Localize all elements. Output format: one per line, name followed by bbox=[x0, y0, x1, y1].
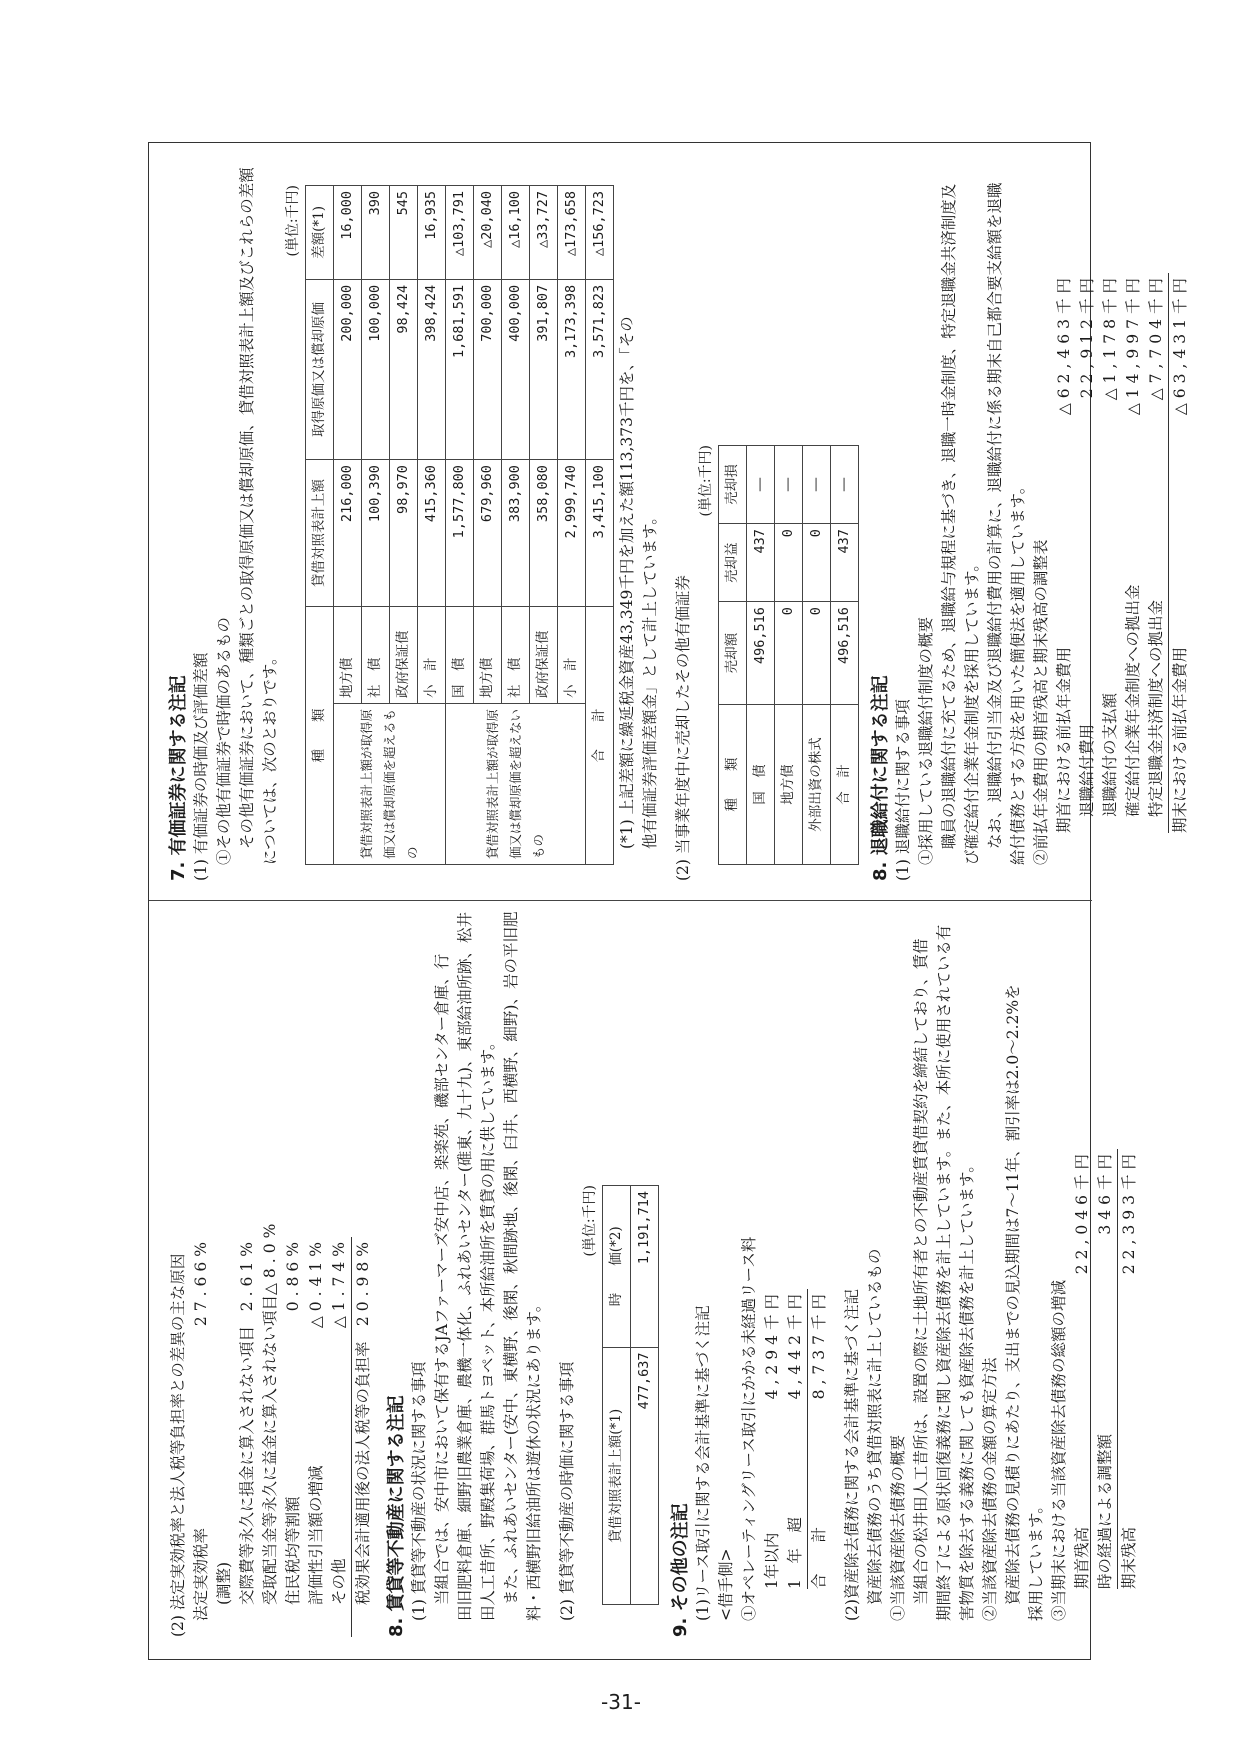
retire-heading: 8. 退職給付に関する注記 bbox=[870, 675, 891, 881]
sold-block bbox=[695, 445, 859, 865]
aro-sub2: (2)資産除去債務に関する会計基準に基づく注記 bbox=[843, 1289, 861, 1621]
table-cell: 496,516 bbox=[747, 602, 775, 705]
lease-row: 1年以内 4,294千円 bbox=[763, 1289, 781, 1589]
table-cell: 390 bbox=[362, 186, 390, 280]
retire-sub1: (1) 退職給付に関する事項 bbox=[894, 699, 912, 881]
rental-para-line: 田人工昔所、野殿集荷場、群馬トヨペット、本所給油所を賃貸の用に供しています。 bbox=[479, 1034, 497, 1621]
retire-table bbox=[1053, 273, 1192, 833]
aro-overview: ①当該資産除去債務の概要 bbox=[889, 1434, 907, 1621]
table-cell: 2,999,740 bbox=[558, 460, 586, 607]
table-cell: △16,100 bbox=[502, 186, 530, 280]
table-cell: 358,080 bbox=[530, 460, 558, 607]
securities-heading: 7. 有価証券に関する注記 bbox=[168, 675, 189, 881]
table-cell: 391,807 bbox=[530, 279, 558, 459]
other-heading: 9. その他の注記 bbox=[670, 1503, 691, 1637]
aro-change: ③当期末における当該資産除去債務の総額の増減 bbox=[1050, 1279, 1068, 1621]
unit-label: (単位:千円) bbox=[285, 185, 301, 257]
securities-note: 他有価証券評価差額金」として計上しています。 bbox=[641, 509, 659, 849]
table-cell: 700,000 bbox=[474, 279, 502, 459]
retire-item1: ①採用している退職給付制度の概要 bbox=[917, 616, 935, 865]
securities-sub2: (2) 当事業年度中に売却したその他有価証券 bbox=[674, 575, 692, 881]
aro-calc-line: 資産除去債務の見積りにあたり、支出までの見込期間は7～11年、割引率は2.0～2.2%を bbox=[1004, 984, 1022, 1605]
rental-sub1: (1) 賃貸等不動産の状況に関する事項 bbox=[410, 1361, 428, 1621]
table-cell: △33,727 bbox=[530, 186, 558, 280]
table-cell: ― bbox=[831, 446, 859, 524]
table-cell: 679,960 bbox=[474, 460, 502, 607]
table-cell: 3,173,398 bbox=[558, 279, 586, 459]
rental-para-line: 田旧肥料倉庫、細野旧農業倉庫、農機一体化、ふれあいセンター(碓東、九十九)、東部給油所跡、松井 bbox=[456, 912, 474, 1621]
table-cell: 0 bbox=[775, 524, 803, 602]
securities-sub1a: ①その他有価証券で時価のあるもの bbox=[215, 616, 233, 865]
table-cell: 0 bbox=[803, 524, 831, 602]
lessee-label: <借手側> bbox=[717, 1548, 735, 1621]
table-cell: 1,191,714 bbox=[631, 1186, 659, 1348]
tax-row: 評価性引当額の増減 △0.41% bbox=[307, 1237, 325, 1605]
tax-row: その他 △1.74% bbox=[330, 1237, 348, 1605]
rental-heading: 8. 賃貸等不動産に関する注記 bbox=[386, 1395, 407, 1637]
tax-row: 受取配当金等永久に益金に算入されない項目 △8.0% bbox=[261, 1218, 279, 1605]
retire-row: 確定給付企業年金制度への拠出金 △14,997千円 bbox=[1124, 273, 1142, 817]
retire-row: 期首における前払年金費用 △62,463千円 bbox=[1055, 273, 1073, 833]
tax-row: 交際費等永久に損金に算入されない項目 2.61% bbox=[238, 1237, 256, 1605]
lease-row: 1 年 超 4,442千円 bbox=[786, 1289, 804, 1589]
left-column bbox=[167, 911, 1141, 1637]
sold-table bbox=[718, 445, 859, 865]
page-number: -31- bbox=[601, 1690, 641, 1714]
lease-title: ①オペレーティングリース取引にかかる未経過リース料 bbox=[740, 1236, 758, 1621]
table-cell: 437 bbox=[831, 524, 859, 602]
table-cell: 496,516 bbox=[831, 602, 859, 705]
aro-calc: ②当該資産除去債務の金額の算定方法 bbox=[981, 1357, 999, 1621]
table-cell: 415,360 bbox=[418, 460, 446, 607]
table-cell: 98,424 bbox=[390, 279, 418, 459]
table-cell: 国 債 bbox=[446, 607, 474, 704]
retire-total-row: 期末における前払年金費用 △63,431千円 bbox=[1168, 273, 1192, 833]
table-header: 売却額 bbox=[719, 602, 747, 705]
aro-para-line: 当組合の松井田人工昔所は、設置の際に土地所有者との不動産賃貸借契約を締結しており、賃借 bbox=[912, 938, 930, 1605]
table-header: 取得原価又は償却原価 bbox=[306, 279, 334, 459]
retire-row: 退職給付の支払額 △1,178千円 bbox=[1101, 273, 1119, 817]
table-cell: 地方債 bbox=[334, 607, 362, 704]
table-cell: 政府保証債 bbox=[390, 607, 418, 704]
table-header: 売却損 bbox=[719, 446, 747, 524]
tax-total-row: 税効果会計適用後の法人税等の負担率 20.98% bbox=[351, 1237, 375, 1637]
table-cell: 100,390 bbox=[362, 460, 390, 607]
table-cell: 216,000 bbox=[334, 460, 362, 607]
retire-para-line: 給付債務とする方法を用いた簡便法を適用しています。 bbox=[1009, 478, 1027, 865]
retire-para-line: 職員の退職給付に充てるため、退職給与規程に基づき、退職一時金制度、特定退職金共済制度及 bbox=[940, 183, 958, 849]
tax-header: (2) 法定実効税率と法人税等負担率との差異の主な原因 bbox=[169, 1253, 187, 1637]
securities-note: (*1) 上記差額に繰延税金資産43,349千円を加えた額113,373千円を、「その bbox=[618, 316, 636, 849]
table-header: 差額(*1) bbox=[306, 186, 334, 280]
page-frame bbox=[148, 142, 1189, 1660]
table-cell: 小 計 bbox=[558, 607, 586, 704]
aro-para-line: 害物質を除去する義務に関しても資産除去債務を計上しています。 bbox=[958, 1157, 976, 1621]
retire-row: 特定退職金共済制度への拠出金 △7,704千円 bbox=[1147, 273, 1165, 817]
right-column bbox=[167, 161, 1192, 881]
tax-row: (調整) bbox=[215, 1561, 233, 1605]
table-cell: 200,000 bbox=[334, 279, 362, 459]
rental-value-table bbox=[602, 1185, 659, 1605]
table-cell: 国 債 bbox=[747, 705, 775, 865]
rental-sub2: (2) 賃貸等不動産の時価に関する事項 bbox=[558, 1361, 576, 1621]
lease-table bbox=[761, 1289, 831, 1589]
securities-sub1: (1) 有価証券の時価及び評価差額 bbox=[192, 652, 210, 881]
table-cell: 3,415,100 bbox=[586, 460, 614, 607]
table-cell: 社 債 bbox=[502, 607, 530, 704]
table-header: 種 類 bbox=[719, 705, 747, 865]
rental-para-line: また、ふれあいセンター(安中、東横野、後閑、秋間跡地、後閑、臼井、西横野、細野)、岩の平旧肥 bbox=[502, 911, 520, 1605]
aro-row: 時の経過による調整額 346千円 bbox=[1096, 1149, 1114, 1589]
table-cell: 100,000 bbox=[362, 279, 390, 459]
table-cell: 545 bbox=[390, 186, 418, 280]
rental-value-block bbox=[579, 1185, 659, 1605]
table-cell: 合 計 bbox=[831, 705, 859, 865]
table-header: 貸借対照表計上額 bbox=[306, 460, 334, 607]
other-sub1: (1)リース取引に関する会計基準に基づく注記 bbox=[694, 1305, 712, 1621]
table-header: 売却益 bbox=[719, 524, 747, 602]
table-cell: 400,000 bbox=[502, 279, 530, 459]
table-cell: △103,791 bbox=[446, 186, 474, 280]
table-cell: 437 bbox=[747, 524, 775, 602]
group-label: 貸借対照表計上額が取得原価又は償却原価を超えるもの bbox=[334, 704, 446, 865]
table-cell: 1,577,800 bbox=[446, 460, 474, 607]
table-cell: 477,637 bbox=[631, 1347, 659, 1604]
lease-total-row: 合 計 8,737千円 bbox=[807, 1289, 831, 1589]
securities-table bbox=[305, 185, 614, 865]
retire-row: 退職給付費用 22,912千円 bbox=[1078, 273, 1096, 817]
aro-total-row: 期末残高 22,393千円 bbox=[1117, 1149, 1141, 1589]
tax-table bbox=[190, 1218, 375, 1637]
aro-calc-line: 採用しています。 bbox=[1027, 1498, 1045, 1621]
table-cell: 地方債 bbox=[474, 607, 502, 704]
table-cell: ― bbox=[803, 446, 831, 524]
table-cell: 0 bbox=[803, 602, 831, 705]
table-cell: ― bbox=[775, 446, 803, 524]
table-cell: 3,571,823 bbox=[586, 279, 614, 459]
table-cell: 1,681,591 bbox=[446, 279, 474, 459]
table-cell: 政府保証債 bbox=[530, 607, 558, 704]
securities-block bbox=[282, 185, 614, 865]
table-cell: 398,424 bbox=[418, 279, 446, 459]
rental-para-line: 当組合では、安中市において保有するJAファーマーズ安中店、楽楽苑、磯部センター倉庫、行 bbox=[433, 953, 451, 1605]
table-cell: 0 bbox=[775, 602, 803, 705]
table-header: 種 類 bbox=[306, 607, 334, 865]
table-cell: 地方債 bbox=[775, 705, 803, 865]
aro-change-table bbox=[1071, 1149, 1141, 1589]
retire-para-line: なお、退職給付引当金及び退職給付費用の計算に、退職給付に係る期末自己都合要支給額を退職 bbox=[986, 182, 1004, 849]
table-cell: 16,935 bbox=[418, 186, 446, 280]
tax-row: 住民税均等割額 0.86% bbox=[284, 1237, 302, 1605]
table-cell: △173,658 bbox=[558, 186, 586, 280]
rental-para-line: 料・西横野旧給油所は遊休の状況にあります。 bbox=[525, 1296, 543, 1621]
table-cell: 98,970 bbox=[390, 460, 418, 607]
unit-label: (単位:千円) bbox=[698, 445, 714, 517]
table-header: 時 価(*2) bbox=[603, 1186, 631, 1348]
unit-label: (単位:千円) bbox=[582, 1185, 598, 1257]
tax-row: 法定実効税率 27.66% bbox=[192, 1237, 210, 1621]
table-cell: △20,040 bbox=[474, 186, 502, 280]
column-divider bbox=[149, 900, 1092, 901]
securities-intro: については、次のとおりです。 bbox=[261, 649, 279, 865]
retire-para-line: び確定給付企業年金制度を採用しています。 bbox=[963, 556, 981, 865]
table-cell: 383,900 bbox=[502, 460, 530, 607]
table-cell: △156,723 bbox=[586, 186, 614, 280]
table-cell: 合 計 bbox=[586, 607, 614, 865]
table-cell: 小 計 bbox=[418, 607, 446, 704]
retire-item2: ②前払年金費用の期首残高と期末残高の調整表 bbox=[1032, 539, 1050, 865]
table-cell: 社 債 bbox=[362, 607, 390, 704]
aro-row: 期首残高 22,046千円 bbox=[1073, 1149, 1091, 1589]
aro-sub2b: 資産除去債務のうち貸借対照表に計上しているもの bbox=[866, 1248, 884, 1605]
securities-intro: その他有価証券において、種類ごとの取得原価又は償却原価、貸借対照表計上額及びこれらの差額 bbox=[238, 167, 256, 849]
rotated-content bbox=[149, 143, 1189, 1661]
table-cell: 16,000 bbox=[334, 186, 362, 280]
table-cell: ― bbox=[747, 446, 775, 524]
group-label: 貸借対照表計上額が取得原価又は償却原価を超えないもの bbox=[446, 704, 586, 865]
table-cell: 外部出資の株式 bbox=[803, 705, 831, 865]
table-header: 貸借対照表計上額(*1) bbox=[603, 1347, 631, 1604]
aro-para-line: 期間終了による原状回復義務に関し資産除去債務を計上しています。また、本所に使用されている有 bbox=[935, 924, 953, 1621]
